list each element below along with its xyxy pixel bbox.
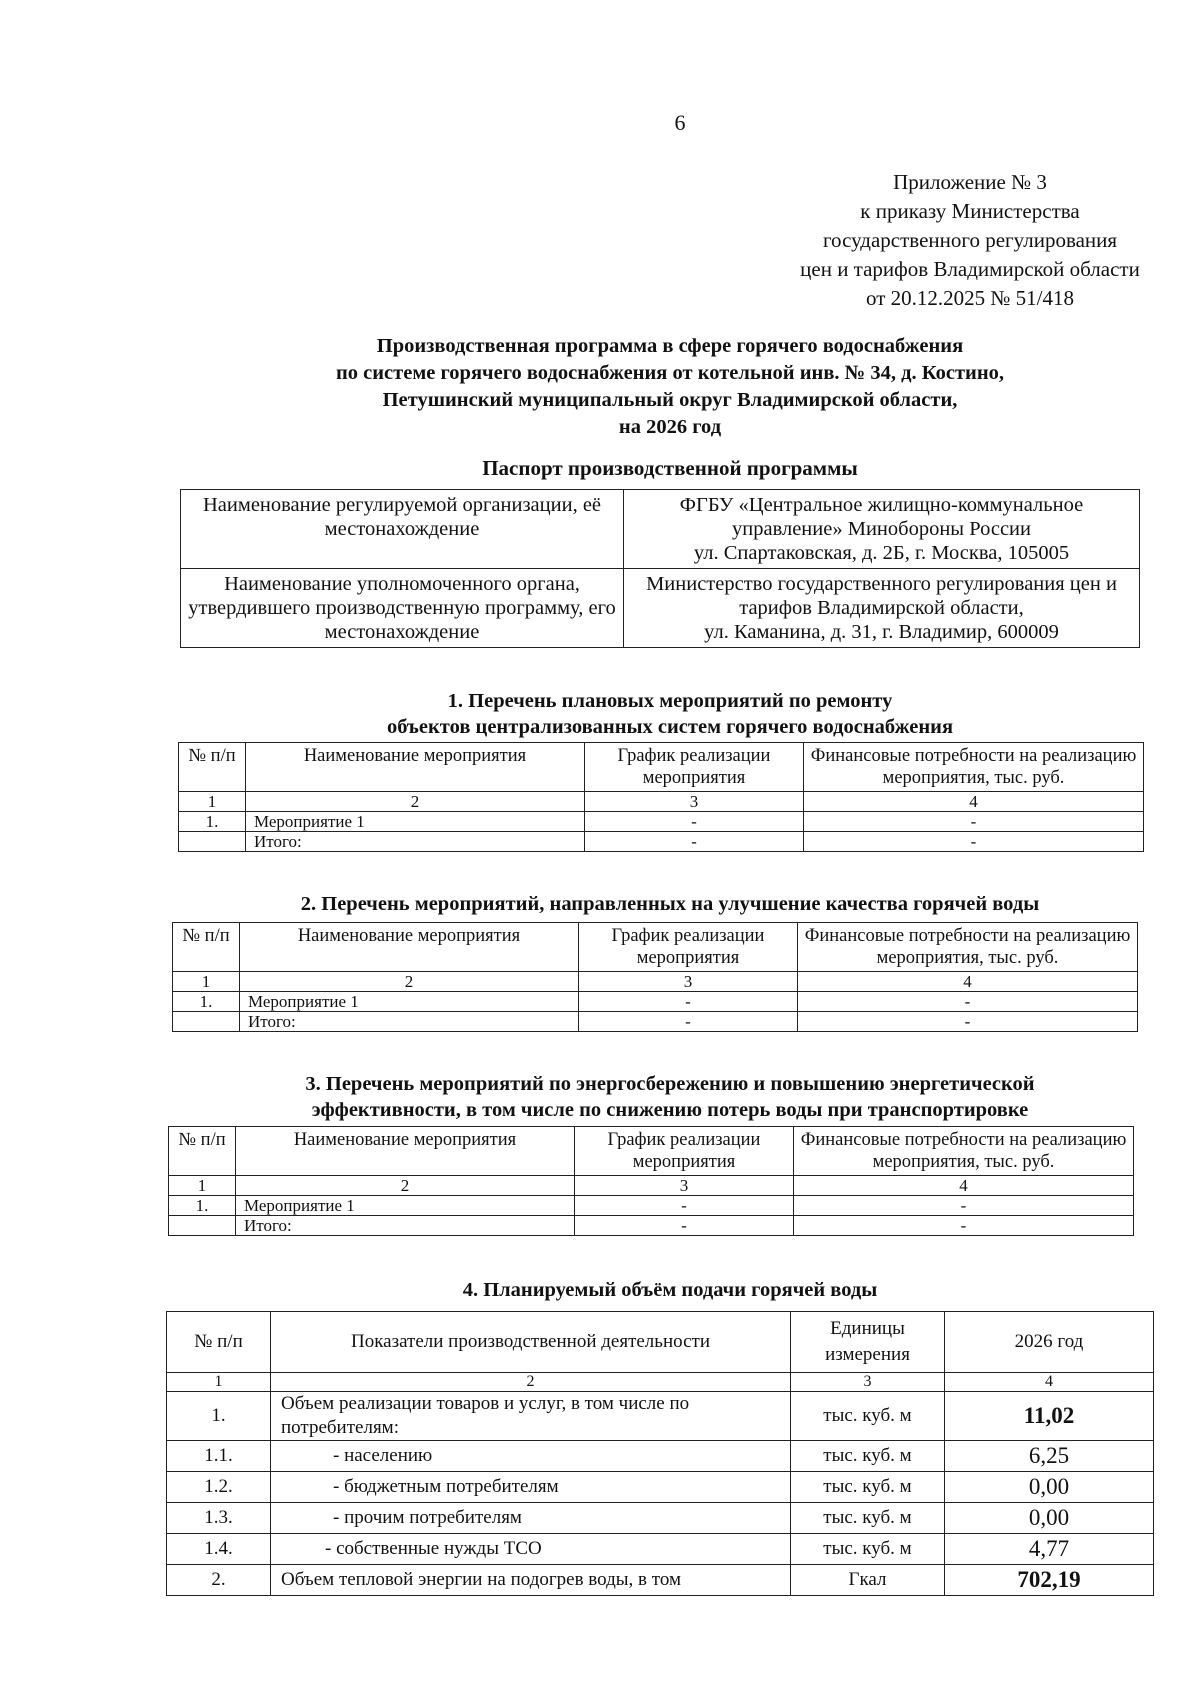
heading-line: 1. Перечень плановых мероприятий по ремонту (447, 690, 893, 712)
table-total-row (173, 1012, 1138, 1032)
index-cell: 3 (791, 1373, 945, 1392)
unit-cell: тыс. куб. м (791, 1441, 945, 1472)
value-cell: 6,25 (945, 1441, 1154, 1472)
index-cell: 4 (794, 1176, 1134, 1196)
document-title (170, 333, 1170, 441)
table-index-row (173, 972, 1138, 992)
num-cell: 1. (179, 812, 246, 832)
table-row (173, 992, 1138, 1012)
value-cell: 4,77 (945, 1534, 1154, 1565)
passport-label: Наименование регулируемой организации, её местонахождение (181, 490, 624, 569)
index-cell: 2 (246, 792, 585, 812)
unit-cell: тыс. куб. м (791, 1503, 945, 1534)
col-unit-header: Единицы измерения (791, 1312, 945, 1373)
schedule-cell: - (585, 812, 804, 832)
schedule-cell: - (579, 992, 798, 1012)
table-index-row (167, 1373, 1154, 1392)
unit-cell: тыс. куб. м (791, 1392, 945, 1441)
heading-line: 2. Перечень мероприятий, направленных на улучшение качества горячей воды (300, 893, 1040, 915)
index-cell: 3 (575, 1176, 794, 1196)
col-year-header: 2026 год (945, 1312, 1154, 1373)
name-cell: Итого: (246, 832, 585, 852)
num-cell: 1.3. (167, 1503, 271, 1534)
title-line: Производственная программа в сфере горячего водоснабжения (376, 335, 964, 357)
section-4-table (166, 1311, 1154, 1596)
num-cell: 2. (167, 1565, 271, 1596)
col-name-header: Наименование мероприятия (240, 923, 579, 972)
indicator-cell: Объем реализации товаров и услуг, в том числе по потребителям: (271, 1392, 791, 1441)
table-row (181, 490, 1140, 569)
num-cell (169, 1216, 236, 1236)
index-cell: 1 (179, 792, 246, 812)
appendix-block (720, 168, 1200, 313)
index-cell: 3 (579, 972, 798, 992)
finance-cell: - (804, 812, 1144, 832)
table-total-row (179, 832, 1144, 852)
section-3-heading (170, 1071, 1170, 1123)
title-line: на 2026 год (618, 416, 722, 438)
page-number: 6 (674, 110, 686, 135)
table-row (167, 1441, 1154, 1472)
col-schedule-header: График реализации мероприятия (579, 923, 798, 972)
appendix-line: цен и тарифов Владимирской области (800, 257, 1140, 281)
table-row (179, 812, 1144, 832)
unit-cell: тыс. куб. м (791, 1472, 945, 1503)
name-cell: Мероприятие 1 (240, 992, 579, 1012)
num-cell: 1.1. (167, 1441, 271, 1472)
section-1-table (178, 742, 1144, 852)
index-cell: 2 (271, 1373, 791, 1392)
col-finance-header: Финансовые потребности на реализацию мероприятия, тыс. руб. (794, 1127, 1134, 1176)
finance-cell: - (798, 1012, 1138, 1032)
col-num-header: № п/п (169, 1127, 236, 1176)
finance-cell: - (794, 1196, 1134, 1216)
appendix-line: к приказу Министерства (860, 199, 1080, 223)
table-row (167, 1534, 1154, 1565)
section-4-heading: 4. Планируемый объём подачи горячей воды (462, 1279, 878, 1301)
table-header-row (173, 923, 1138, 972)
heading-line: эффективности, в том числе по снижению потерь воды при транспортировке (311, 1099, 1029, 1121)
index-cell: 1 (173, 972, 240, 992)
table-row (169, 1196, 1134, 1216)
indicator-cell: - собственные нужды ТСО (271, 1534, 791, 1565)
passport-value-line: ФГБУ «Центральное жилищно-коммунальное управление» Минобороны России (679, 494, 1084, 540)
index-cell: 2 (240, 972, 579, 992)
finance-cell: - (804, 832, 1144, 852)
col-indicator-header: Показатели производственной деятельности (271, 1312, 791, 1373)
schedule-cell: - (579, 1012, 798, 1032)
indicator-cell: - населению (271, 1441, 791, 1472)
index-cell: 4 (945, 1373, 1154, 1392)
table-row (181, 569, 1140, 648)
index-cell: 3 (585, 792, 804, 812)
index-cell: 4 (798, 972, 1138, 992)
appendix-line: от 20.12.2025 № 51/418 (865, 286, 1075, 310)
table-index-row (179, 792, 1144, 812)
value-cell: 11,02 (945, 1392, 1154, 1441)
col-schedule-header: График реализации мероприятия (575, 1127, 794, 1176)
section-2-table (172, 922, 1138, 1032)
section-2-heading (170, 891, 1170, 917)
index-cell: 2 (236, 1176, 575, 1196)
passport-label: Наименование уполномоченного органа, утвердившего производственную программу, его местонахождение (181, 569, 624, 648)
value-cell: 0,00 (945, 1503, 1154, 1534)
passport-value (624, 490, 1140, 569)
unit-cell: Гкал (791, 1565, 945, 1596)
index-cell: 1 (169, 1176, 236, 1196)
table-row (167, 1392, 1154, 1441)
col-finance-header: Финансовые потребности на реализацию мероприятия, тыс. руб. (804, 743, 1144, 792)
num-cell: 1.4. (167, 1534, 271, 1565)
name-cell: Мероприятие 1 (246, 812, 585, 832)
indicator-cell: - прочим потребителям (271, 1503, 791, 1534)
col-name-header: Наименование мероприятия (236, 1127, 575, 1176)
table-header-row (169, 1127, 1134, 1176)
value-cell: 0,00 (945, 1472, 1154, 1503)
finance-cell: - (798, 992, 1138, 1012)
table-index-row (169, 1176, 1134, 1196)
appendix-line: Приложение № 3 (893, 170, 1047, 194)
finance-cell: - (794, 1216, 1134, 1236)
table-header-row (179, 743, 1144, 792)
table-row (167, 1472, 1154, 1503)
title-line: Петушинский муниципальный округ Владимирской области, (382, 389, 958, 411)
num-cell (179, 832, 246, 852)
passport-value-line: Министерство государственного регулирования цен и тарифов Владимирской области, (646, 573, 1117, 619)
appendix-line: государственного регулирования (822, 228, 1118, 252)
schedule-cell: - (585, 832, 804, 852)
value-cell: 702,19 (945, 1565, 1154, 1596)
schedule-cell: - (575, 1216, 794, 1236)
name-cell: Итого: (236, 1216, 575, 1236)
title-line: по системе горячего водоснабжения от котельной инв. № 34, д. Костино, (335, 362, 1005, 384)
num-cell: 1. (169, 1196, 236, 1216)
col-schedule-header: График реализации мероприятия (585, 743, 804, 792)
num-cell: 1. (167, 1392, 271, 1441)
name-cell: Мероприятие 1 (236, 1196, 575, 1216)
passport-value (624, 569, 1140, 648)
table-header-row (167, 1312, 1154, 1373)
col-num-header: № п/п (167, 1312, 271, 1373)
col-num-header: № п/п (173, 923, 240, 972)
section-1-heading (170, 688, 1170, 740)
index-cell: 1 (167, 1373, 271, 1392)
num-cell: 1. (173, 992, 240, 1012)
section-3-table (168, 1126, 1134, 1236)
indicator-cell: - бюджетным потребителям (271, 1472, 791, 1503)
name-cell: Итого: (240, 1012, 579, 1032)
passport-heading: Паспорт производственной программы (482, 456, 858, 480)
passport-value-line: ул. Каманина, д. 31, г. Владимир, 600009 (704, 621, 1059, 643)
indicator-cell: Объем тепловой энергии на подогрев воды, в том (271, 1565, 791, 1596)
table-row (167, 1503, 1154, 1534)
col-num-header: № п/п (179, 743, 246, 792)
unit-cell: тыс. куб. м (791, 1534, 945, 1565)
heading-line: объектов централизованных систем горячего водоснабжения (386, 716, 954, 738)
num-cell: 1.2. (167, 1472, 271, 1503)
passport-value-line: ул. Спартаковская, д. 2Б, г. Москва, 105005 (693, 542, 1070, 564)
num-cell (173, 1012, 240, 1032)
passport-table (180, 489, 1140, 648)
table-total-row (169, 1216, 1134, 1236)
index-cell: 4 (804, 792, 1144, 812)
col-finance-header: Финансовые потребности на реализацию мероприятия, тыс. руб. (798, 923, 1138, 972)
heading-line: 3. Перечень мероприятий по энергосбережению и повышению энергетической (305, 1073, 1035, 1095)
schedule-cell: - (575, 1196, 794, 1216)
table-row (167, 1565, 1154, 1596)
col-name-header: Наименование мероприятия (246, 743, 585, 792)
